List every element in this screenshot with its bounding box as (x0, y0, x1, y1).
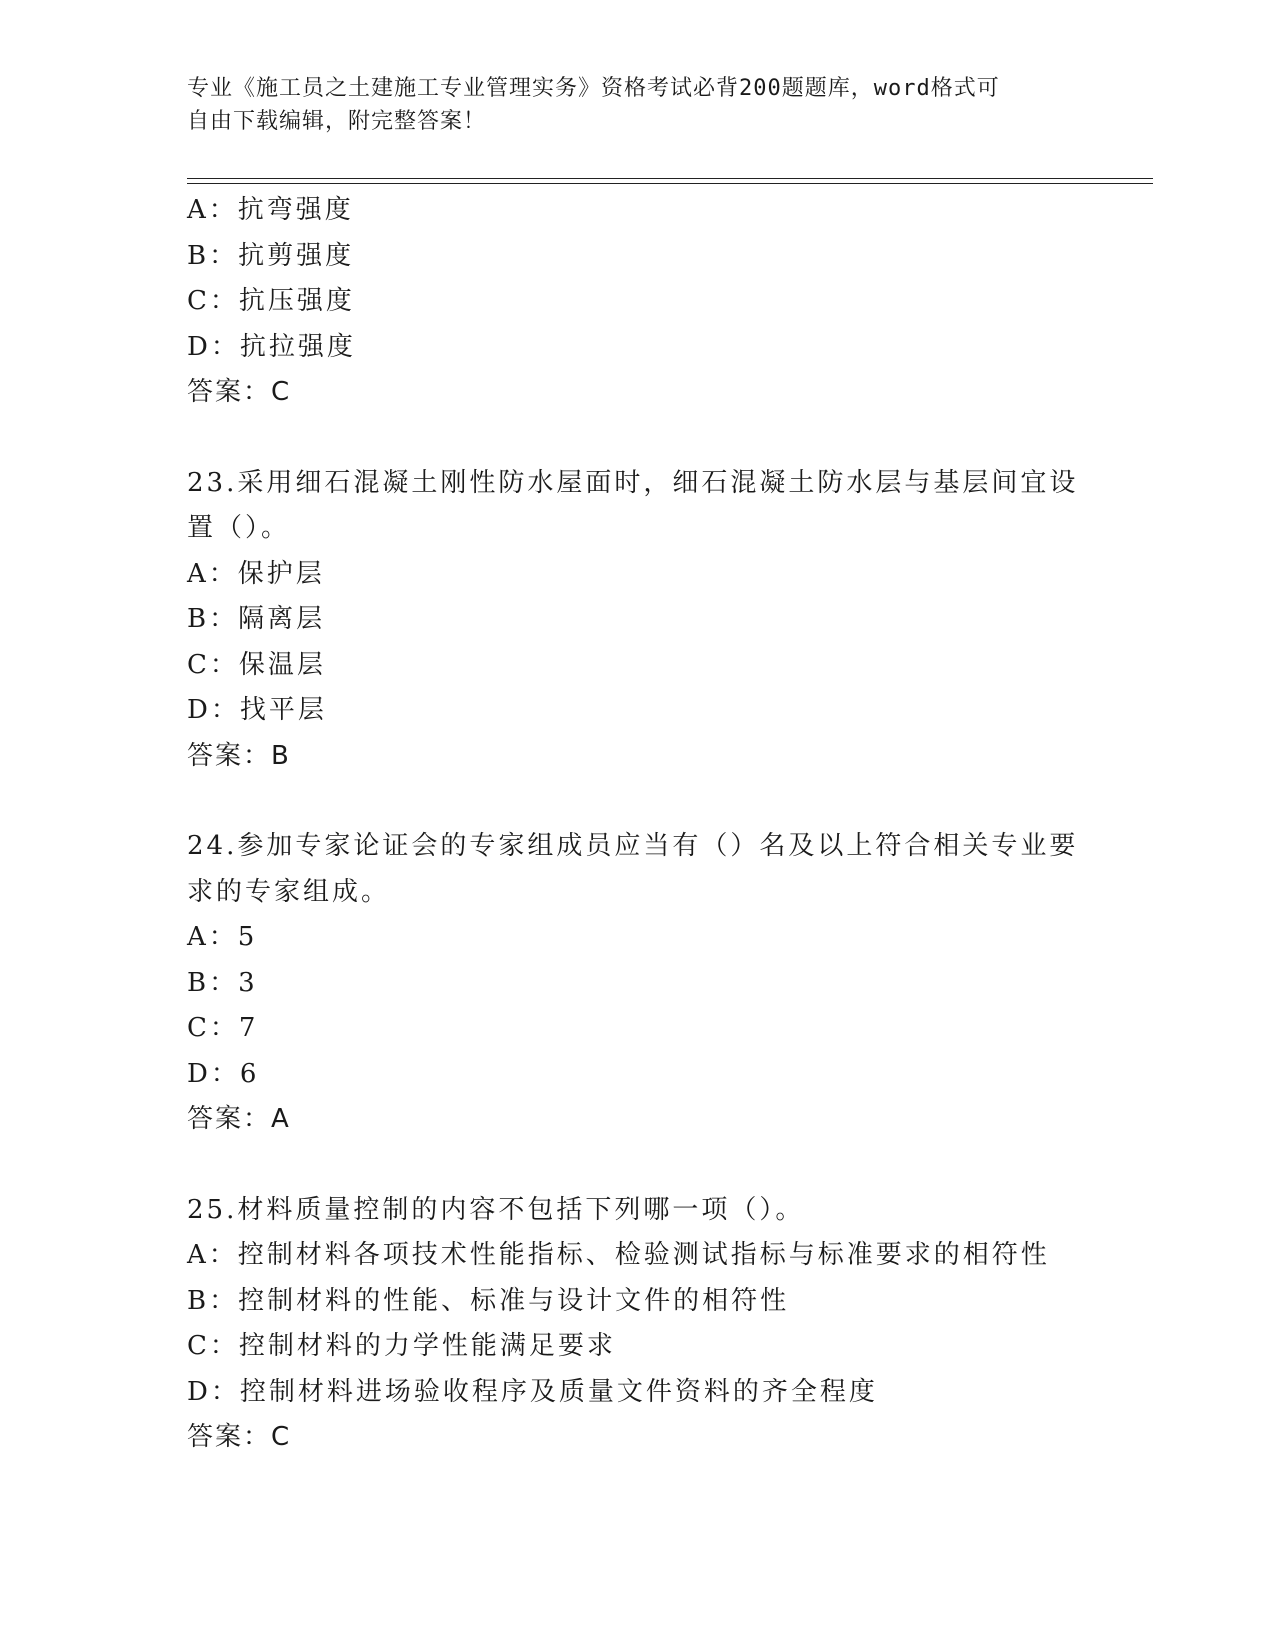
option-b: B：控制材料的性能、标准与设计文件的相符性 (187, 1285, 790, 1316)
question-stem-line-2: 置（）。 (187, 513, 291, 543)
question-stem-line-1: 25.材料质量控制的内容不包括下列哪一项（）。 (187, 1194, 805, 1225)
option-d: D：找平层 (187, 695, 327, 725)
header-rule-top (187, 178, 1153, 179)
option-b: B：隔离层 (187, 604, 326, 634)
document-header (187, 72, 1067, 138)
option-c: C：保温层 (187, 649, 326, 680)
option-a: A：保护层 (187, 558, 325, 589)
option-c: C：抗压强度 (187, 286, 355, 316)
option-d: D：6 (187, 1058, 260, 1089)
spacer (187, 779, 1087, 824)
question-list (187, 188, 1087, 1461)
spacer (187, 1143, 1087, 1188)
header-line-2: 自由下载编辑，附完整答案！ (187, 109, 487, 134)
question-22 (187, 188, 1087, 416)
question-stem-line-1: 23.采用细石混凝土刚性防水屋面时，细石混凝土防水层与基层间宜设 (187, 467, 1079, 498)
option-b: B：抗剪强度 (187, 240, 355, 271)
option-a: A：5 (187, 922, 258, 952)
question-23 (187, 461, 1087, 780)
spacer (187, 416, 1087, 461)
question-24 (187, 824, 1087, 1143)
option-a: A：抗弯强度 (187, 195, 354, 225)
answer: 答案：A (187, 1104, 291, 1134)
question-25 (187, 1188, 1087, 1461)
option-a: A：控制材料各项技术性能指标、检验测试指标与标准要求的相符性 (187, 1240, 1050, 1270)
question-stem-line-1: 24.参加专家论证会的专家组成员应当有（）名及以上符合相关专业要 (187, 831, 1079, 861)
question-stem-line-2: 求的专家组成。 (187, 876, 391, 907)
option-c: C：控制材料的力学性能满足要求 (187, 1331, 616, 1361)
option-d: D：控制材料进场验收程序及质量文件资料的齐全程度 (187, 1376, 878, 1407)
answer: 答案：C (187, 377, 292, 407)
header-line-1: 专业《施工员之土建施工专业管理实务》资格考试必背200题题库，word格式可 (187, 76, 1000, 101)
header-rule-bottom (187, 183, 1153, 184)
answer: 答案：C (187, 1422, 292, 1452)
option-d: D：抗拉强度 (187, 331, 356, 362)
answer: 答案：B (187, 740, 291, 771)
option-c: C：7 (187, 1013, 259, 1043)
option-b: B：3 (187, 967, 258, 998)
